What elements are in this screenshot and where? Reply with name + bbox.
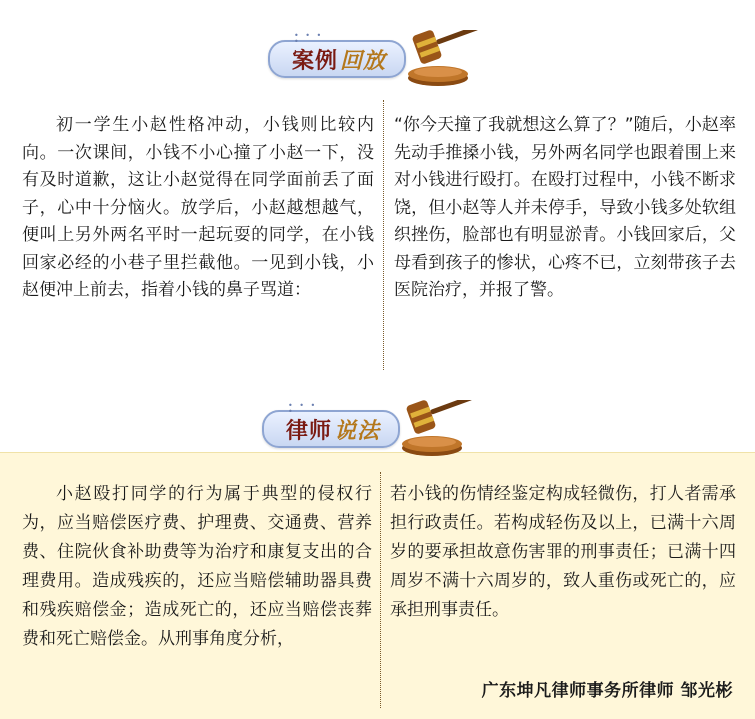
case-paragraph-right: “你今天撞了我就想这么算了？”随后，小赵率先动手推搡小钱，另外两名同学也跟着围上来对小钱进行殴打。在殴打过程中，小钱不断求饶，但小赵等人并未停手，导致小钱多处软组织挫伤，脸部也有明显淤青。小钱回家后，父母看到孩子的惨状，心疼不已，立刻带孩子去医院治疗，并报了警。 xyxy=(394,115,736,300)
case-title-part2: 回放 xyxy=(340,47,387,74)
case-paragraph-left: 初一学生小赵性格冲动，小钱则比较内向。一次课间，小钱不小心撞了小赵一下，没有及时道歉，这让小赵觉得在同学面前丢了面子，心中十分恼火。放学后，小赵越想越气，便叫上另外两名平时一起玩耍的同学，在小钱回家必经的小巷子里拦截他。一见到小钱，小赵便冲上前去，指着小钱的鼻子骂道： xyxy=(22,115,374,300)
column-divider xyxy=(383,100,384,370)
lawyer-paragraph-right: 若小钱的伤情经鉴定构成轻微伤，打人者需承担行政责任。若构成轻伤及以上，已满十六周岁的要承担故意伤害罪的刑事责任；已满十四周岁不满十六周岁的，致人重伤或死亡的，应承担刑事责任。 xyxy=(390,484,736,620)
lawyer-title-part2: 说法 xyxy=(334,417,381,444)
lawyer-paragraph-left: 小赵殴打同学的行为属于典型的侵权行为，应当赔偿医疗费、护理费、交通费、营养费、住院伙食补助费等为治疗和康复支出的合理费用。造成残疾的，还应当赔偿辅助器具费和残疾赔偿金；造成死亡的，还应当赔偿丧葬费和死亡赔偿金。从刑事角度分析， xyxy=(22,484,372,649)
case-title-pill xyxy=(268,31,406,78)
lawyer-section-header xyxy=(262,400,478,458)
lawyer-signature: 广东坤凡律师事务所律师 邹光彬 xyxy=(481,681,733,701)
case-text-left xyxy=(22,112,374,305)
lawyer-title-pill xyxy=(262,401,400,448)
decorative-dots: • • • • xyxy=(294,31,324,46)
case-text-right xyxy=(394,112,736,305)
column-divider xyxy=(380,472,381,708)
lawyer-text-left xyxy=(22,480,372,654)
case-title-part1: 案例 xyxy=(292,48,339,74)
gavel-icon xyxy=(402,30,484,88)
decorative-dots: • • • • xyxy=(288,401,318,416)
case-section-header xyxy=(268,30,484,88)
lawyer-text-right xyxy=(390,480,736,625)
lawyer-title-part1: 律师 xyxy=(286,418,333,444)
gavel-icon xyxy=(396,400,478,458)
